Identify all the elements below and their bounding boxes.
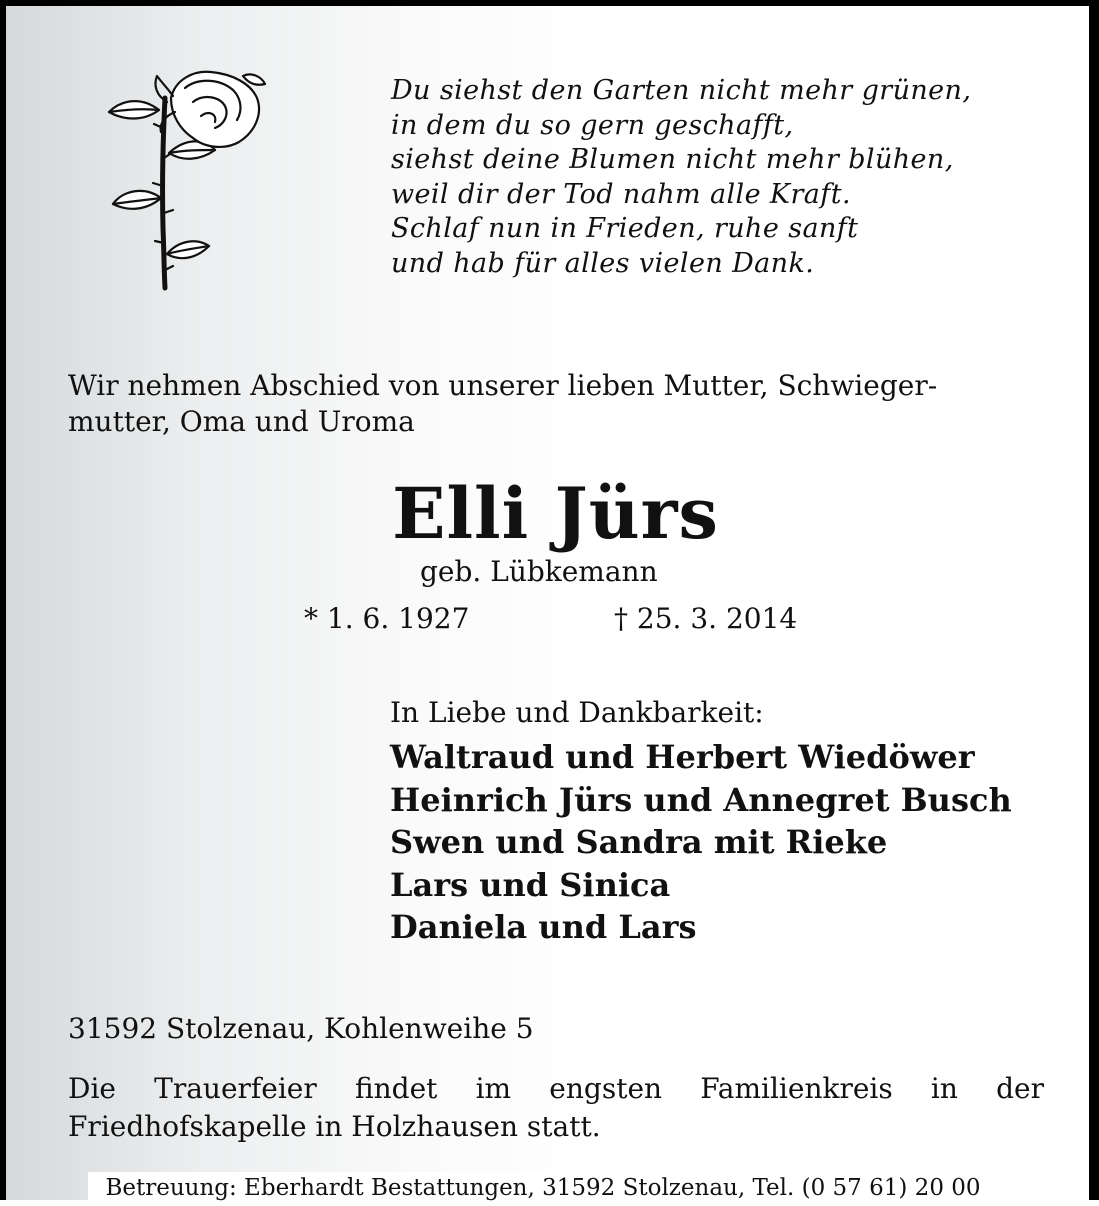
poem	[391, 74, 1081, 281]
poem-line: siehst deine Blumen nicht mehr blühen,	[391, 144, 954, 175]
death-date: † 25. 3. 2014	[614, 602, 798, 635]
birth-date: * 1. 6. 1927	[304, 602, 470, 635]
mourner-name: Waltraud und Herbert Wiedöwer	[390, 738, 975, 776]
mourner-name: Swen und Sandra mit Rieke	[390, 823, 888, 861]
funeral-line: Friedhofskapelle in Holzhausen statt.	[68, 1110, 601, 1143]
funeral-info	[68, 1070, 1044, 1146]
deceased-name: Elli Jürs	[392, 472, 719, 555]
poem-line: und hab für alles vielen Dank.	[391, 247, 815, 279]
mourner-name: Lars und Sinica	[390, 865, 671, 904]
farewell-intro	[68, 368, 1058, 440]
mourners-list	[390, 736, 1012, 949]
poem-line: weil dir der Tod nahm alle Kraft.	[391, 178, 851, 210]
poem-line: Schlaf nun in Frieden, ruhe sanft	[391, 213, 859, 244]
mourner-name: Daniela und Lars	[390, 908, 697, 946]
funeral-line: Die Trauerfeier findet im engsten Familienkreis in der	[68, 1072, 1044, 1105]
birth-name: geb. Lübkemann	[420, 555, 658, 588]
poem-line: in dem du so gern geschafft,	[391, 109, 794, 141]
intro-line: mutter, Oma und Uroma	[68, 405, 415, 438]
rose-icon	[101, 58, 276, 298]
intro-line: Wir nehmen Abschied von unserer lieben Mutter, Schwieger-	[68, 369, 938, 402]
address: 31592 Stolzenau, Kohlenweihe 5	[68, 1012, 534, 1045]
poem-line: Du siehst den Garten nicht mehr grünen,	[391, 75, 972, 106]
mourners-heading: In Liebe und Dankbarkeit:	[390, 696, 764, 729]
mourner-name: Heinrich Jürs und Annegret Busch	[390, 780, 1012, 819]
funeral-home-footer: Betreuung: Eberhardt Bestattungen, 31592 Stolzenau, Tel. (0 57 61) 20 00	[88, 1172, 998, 1206]
